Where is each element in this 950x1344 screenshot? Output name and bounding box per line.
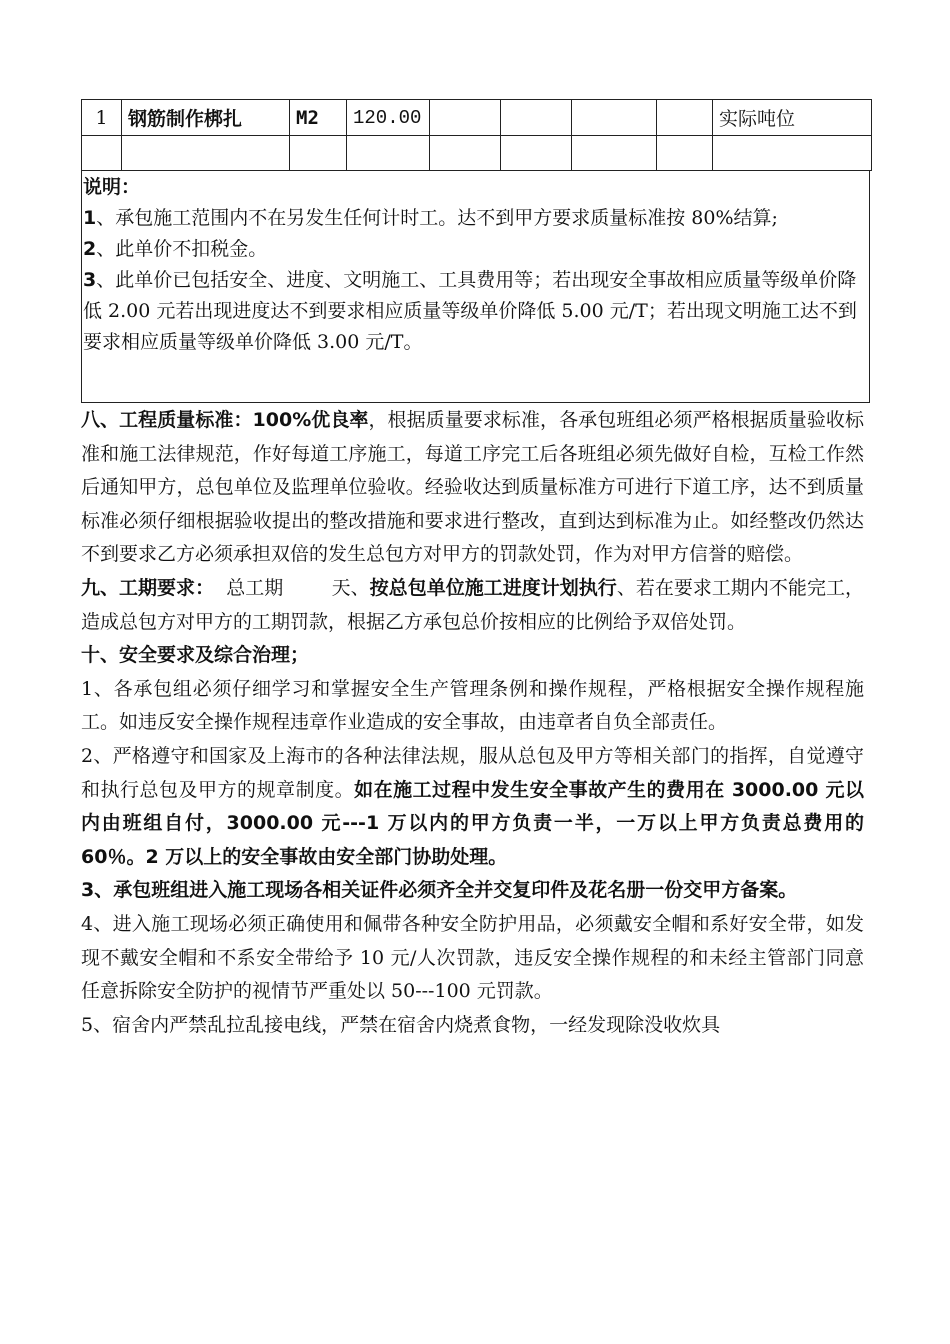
note-number: 3 bbox=[83, 269, 97, 291]
table-cell bbox=[657, 100, 713, 136]
section-schedule bbox=[81, 572, 864, 639]
section-quality bbox=[81, 404, 864, 572]
row-index: 1 bbox=[82, 100, 122, 136]
table-cell bbox=[572, 100, 657, 136]
section-text: 总工期 天、 bbox=[214, 576, 370, 599]
item-remark: 实际吨位 bbox=[713, 100, 872, 136]
section-text: ，根据质量要求标准，各承包班组必须严格根据质量验收标准和施工法律规范，作好每道工序施工，每道工序完工后各班组必须先做好自检，互检工作然后通知甲方，总包单位及监理单位验收。经验收达到质量标准方可进行下道工序，达不到质量标准必须仔细根据验收提出的整改措施和要求进行整改，直到达到标准为止。如经整改仍然达不到要求乙方必须承担双倍的发生总包方对甲方的罚款处罚，作为对甲方信誉的赔偿。 bbox=[81, 409, 864, 566]
note-item-1 bbox=[83, 203, 869, 234]
note-number: 1 bbox=[83, 207, 97, 229]
contract-body bbox=[81, 404, 864, 1042]
note-text: 、此单价已包括安全、进度、文明施工、工具费用等；若出现安全事故相应质量等级单价降低 2.00 元若出现进度达不到要求相应质量等级单价降低 5.00 元/T；若出现文明施工达不到要求相应质量等级单价降低 3.00 元/T。 bbox=[83, 269, 857, 353]
section-heading: 十、安全要求及综合治理； bbox=[81, 644, 310, 667]
notes-title: 说明： bbox=[83, 176, 141, 198]
item-unit: M2 bbox=[290, 100, 347, 136]
section-bold-text: 如在施工过程中发生安全事故产生的费用在 3000.00 元以内由班组自付，3000.00 元---1 万以内的甲方负责一半，一万以上甲方负责总费用的 60％。2 万以上的安全事故由安全部门协助处理。 bbox=[81, 778, 864, 868]
section-heading: 九、工期要求： bbox=[81, 576, 215, 599]
note-item-3 bbox=[83, 265, 869, 358]
table-cell bbox=[430, 136, 501, 171]
table-cell bbox=[713, 136, 872, 171]
safety-item-5: 5、宿舍内严禁乱拉乱接电线，严禁在宿舍内烧煮食物，一经发现除没收炊具 bbox=[81, 1013, 721, 1036]
item-name: 钢筋制作梆扎 bbox=[122, 100, 290, 136]
safety-item-1: 1、各承包组必须仔细学习和掌握安全生产管理条例和操作规程，严格根据安全操作规程施工。如违反安全操作规程违章作业造成的安全事故，由违章者自负全部责任。 bbox=[81, 677, 864, 734]
table-cell bbox=[430, 100, 501, 136]
section-heading: 八、工程质量标准：100%优良率 bbox=[81, 409, 369, 431]
table-row bbox=[82, 136, 872, 171]
note-number: 2 bbox=[83, 238, 97, 260]
table-cell bbox=[347, 136, 430, 171]
table-cell bbox=[290, 136, 347, 171]
note-text: 、此单价不扣税金。 bbox=[96, 238, 268, 260]
safety-item-3: 3、承包班组进入施工现场各相关证件必须齐全并交复印件及花名册一份交甲方备案。 bbox=[81, 879, 798, 902]
table-cell bbox=[82, 136, 122, 171]
table-cell bbox=[122, 136, 290, 171]
safety-item-2 bbox=[81, 740, 864, 874]
note-item-2 bbox=[83, 234, 869, 265]
notes-box bbox=[81, 170, 870, 403]
section-text: 2、严格遵守和国家及上海市的各种法律法规，服从总包及甲方等相关部门的指挥，自觉遵守和执行总包及甲方的规章制度。 bbox=[81, 744, 864, 801]
table-row bbox=[82, 100, 872, 136]
table-cell bbox=[572, 136, 657, 171]
item-price: 120.00 bbox=[347, 100, 430, 136]
section-text: 、若在要求工期内不能完工，造成总包方对甲方的工期罚款，根据乙方承包总价按相应的比例给予双倍处罚。 bbox=[81, 576, 864, 633]
section-bold-text: 按总包单位施工进度计划执行 bbox=[369, 576, 617, 599]
safety-item-4: 4、进入施工现场必须正确使用和佩带各种安全防护用品，必须戴安全帽和系好安全带，如发现不戴安全帽和不系安全带给予 10 元/人次罚款，违反安全操作规程的和未经主管部门同意任意拆除安全防护的视情节严重处以 50---100 元罚款。 bbox=[81, 912, 864, 1003]
table-cell bbox=[657, 136, 713, 171]
unit-price-table bbox=[81, 99, 872, 171]
table-cell bbox=[501, 136, 572, 171]
table-cell bbox=[501, 100, 572, 136]
note-text: 、承包施工范围内不在另发生任何计时工。达不到甲方要求质量标准按 80%结算; bbox=[96, 207, 778, 229]
